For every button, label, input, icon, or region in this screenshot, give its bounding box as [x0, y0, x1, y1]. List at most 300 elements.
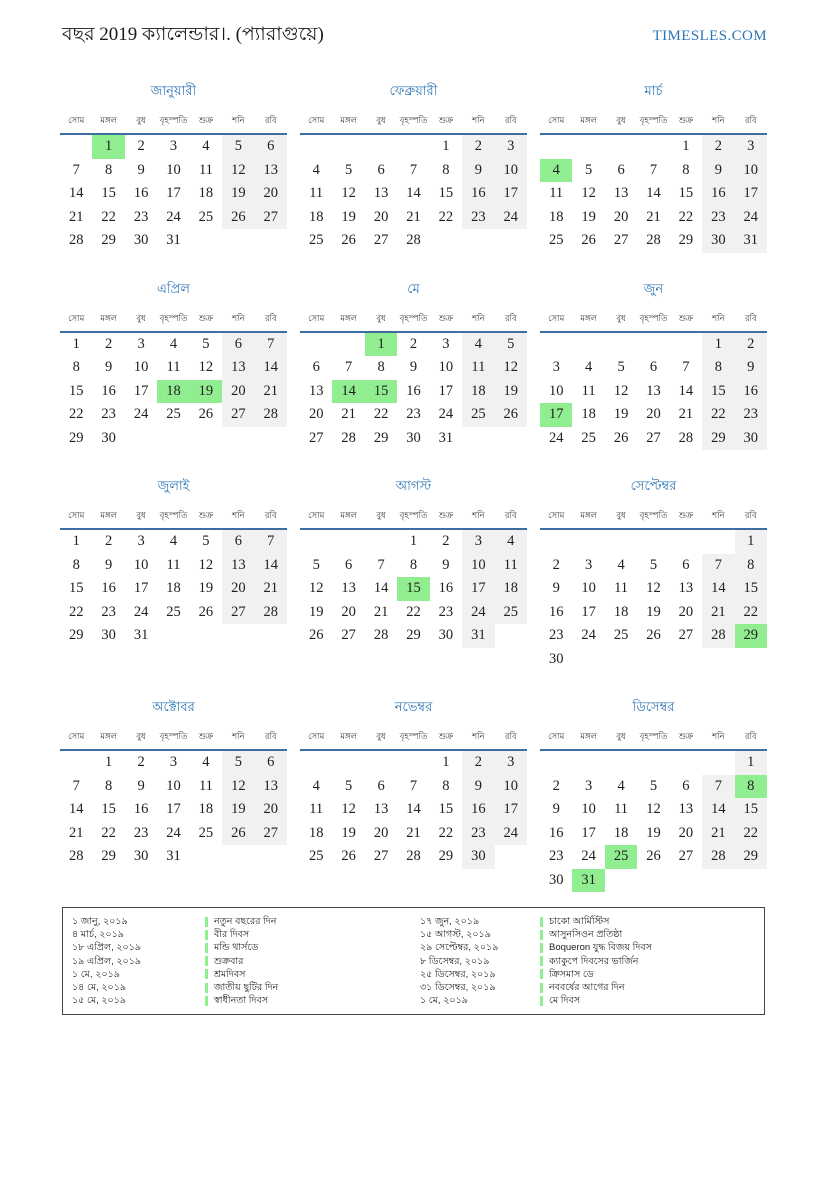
day-cell: 23 [101, 406, 116, 423]
holiday-marker-icon [205, 983, 208, 993]
day-cell: 17 [495, 798, 527, 822]
day-cell: 25 [462, 403, 494, 427]
day-cell: 21 [702, 822, 734, 846]
legend-date-text: ১৫ মে, ২০১৯ [72, 995, 127, 1007]
legend-holiday-name [540, 994, 764, 1007]
month-6 [540, 280, 767, 451]
days-grid [60, 530, 287, 648]
day-cell: 30 [548, 871, 564, 888]
empty-day-cell [540, 530, 572, 554]
weekday-label: সোম [308, 731, 325, 741]
weekday-label: শনি [472, 731, 485, 741]
day-cell: 27 [613, 232, 629, 249]
day-cell: 18 [308, 824, 324, 841]
day-cell: 28 [702, 845, 734, 869]
day-cell: 18 [198, 185, 214, 202]
holiday-day-cell: 4 [540, 159, 572, 183]
weekday-label: শনি [472, 312, 485, 323]
weekday-label: বুধ [376, 731, 386, 741]
day-cell: 13 [222, 356, 254, 380]
weekday-label: সোম [68, 312, 85, 323]
day-cell: 24 [548, 429, 564, 446]
empty-day-cell [332, 135, 364, 159]
day-cell: 9 [702, 159, 734, 183]
day-cell: 26 [198, 406, 214, 423]
day-cell: 24 [133, 406, 149, 423]
weekday-label: রবি [744, 731, 757, 741]
day-cell: 27 [646, 429, 661, 446]
empty-day-cell [365, 135, 397, 159]
day-cell: 18 [613, 603, 629, 620]
days-grid [300, 333, 527, 451]
day-cell: 30 [101, 627, 116, 644]
day-cell: 23 [438, 603, 454, 620]
day-cell: 10 [581, 801, 596, 818]
legend-holiday-name-text: Boqueron যুদ্ধ বিজয় দিবস [549, 942, 652, 954]
day-cell: 6 [312, 359, 320, 376]
day-cell: 5 [202, 533, 210, 550]
empty-day-cell [397, 751, 429, 775]
day-cell: 20 [678, 824, 694, 841]
month-8 [300, 477, 527, 648]
weekday-label: শনি [232, 115, 245, 125]
day-cell: 6 [617, 161, 625, 178]
days-grid [540, 530, 767, 671]
day-cell: 31 [133, 627, 149, 644]
empty-day-cell [332, 530, 364, 554]
legend-date-text: ১৪ মে, ২০১৯ [72, 982, 127, 994]
day-cell: 22 [101, 824, 116, 841]
day-cell: 20 [222, 577, 254, 601]
page-title: বছর 2019 ক্যালেন্ডার।. (প্যারাগুয়ে) [62, 24, 324, 45]
day-cell: 16 [702, 182, 734, 206]
legend-holiday-name [205, 994, 420, 1007]
day-cell: 14 [702, 798, 734, 822]
holiday-day-cell: 18 [157, 380, 189, 404]
day-cell: 28 [406, 848, 421, 865]
day-cell: 9 [409, 359, 418, 376]
month-12 [540, 698, 767, 892]
day-cell: 24 [581, 627, 596, 644]
day-cell: 20 [373, 824, 389, 841]
day-cell: 12 [495, 356, 527, 380]
day-cell: 20 [678, 603, 694, 620]
day-cell: 11 [614, 580, 629, 597]
day-cell: 5 [345, 161, 353, 178]
day-cell: 10 [735, 159, 767, 183]
day-cell: 30 [406, 429, 421, 446]
day-cell: 16 [101, 382, 116, 399]
empty-day-cell [60, 135, 92, 159]
day-cell: 22 [702, 403, 734, 427]
weekday-header-row [300, 312, 527, 333]
day-cell: 26 [222, 822, 254, 846]
day-cell: 18 [548, 208, 564, 225]
day-cell: 19 [613, 406, 629, 423]
weekday-header-row [60, 114, 287, 135]
day-cell: 20 [255, 798, 287, 822]
month-3 [540, 82, 767, 253]
weekday-label: শুক্র [678, 312, 694, 323]
weekday-label: রবি [744, 115, 757, 125]
weekday-label: শুক্র [198, 312, 214, 323]
empty-day-cell [540, 135, 572, 159]
day-cell: 3 [585, 777, 593, 794]
month-title: এপ্রিল [157, 280, 190, 296]
day-cell: 26 [613, 429, 629, 446]
weekday-header-row [300, 509, 527, 530]
day-cell: 13 [646, 382, 661, 399]
weekday-label: সোম [548, 731, 565, 741]
day-cell: 3 [585, 556, 593, 573]
day-cell: 23 [101, 603, 116, 620]
day-cell: 6 [649, 359, 658, 376]
month-title: অক্টোবর [152, 699, 195, 714]
empty-day-cell [637, 530, 669, 554]
holiday-marker-icon [205, 956, 208, 966]
day-cell: 11 [166, 556, 181, 573]
empty-day-cell [637, 751, 669, 775]
day-cell: 9 [735, 356, 767, 380]
day-cell: 1 [442, 754, 450, 771]
weekday-label: রবি [264, 115, 277, 125]
day-cell: 8 [105, 777, 113, 794]
day-cell: 29 [735, 845, 767, 869]
day-cell: 9 [552, 580, 560, 597]
empty-day-cell [365, 530, 397, 554]
day-cell: 14 [678, 382, 694, 399]
weekday-label: রবি [504, 731, 517, 741]
day-cell: 8 [409, 556, 418, 573]
legend-date [420, 915, 540, 928]
day-cell: 6 [222, 333, 254, 357]
day-cell: 11 [309, 185, 324, 202]
legend-date [72, 981, 205, 994]
day-cell: 24 [438, 406, 454, 423]
day-cell: 26 [581, 232, 596, 249]
weekday-label: রবি [744, 510, 757, 520]
day-cell: 22 [373, 406, 389, 423]
day-cell: 1 [72, 533, 80, 550]
empty-day-cell [397, 135, 429, 159]
day-cell: 23 [462, 206, 494, 230]
day-cell: 16 [548, 824, 564, 841]
day-cell: 1 [735, 530, 767, 554]
month-title: আগস্ট [395, 478, 432, 493]
day-cell: 18 [613, 824, 629, 841]
day-cell: 4 [585, 359, 593, 376]
legend-date-text: ১৯ এপ্রিল, ২০১৯ [72, 955, 142, 967]
day-cell: 24 [133, 603, 149, 620]
day-cell: 8 [682, 161, 690, 178]
legend-holiday-name [205, 915, 420, 928]
holiday-day-cell: 17 [540, 403, 572, 427]
legend-date [72, 928, 205, 941]
holiday-marker-icon [205, 917, 208, 927]
day-cell: 3 [169, 754, 178, 771]
empty-day-cell [572, 530, 604, 554]
day-cell: 15 [68, 382, 84, 399]
day-cell: 31 [462, 624, 494, 648]
weekday-label: রবি [504, 312, 517, 323]
empty-day-cell [540, 333, 572, 357]
weekday-header-row [540, 730, 767, 751]
day-cell: 6 [222, 530, 254, 554]
weekday-label: মঙ্গল [100, 510, 117, 520]
day-cell: 7 [72, 777, 80, 794]
weekday-label: রবি [264, 731, 277, 741]
legend-holiday-name [205, 941, 420, 954]
day-cell: 12 [198, 556, 214, 573]
page-header [62, 20, 767, 52]
days-grid [540, 135, 767, 253]
weekday-label: রবি [264, 510, 277, 520]
weekday-label: মঙ্গল [580, 312, 597, 323]
weekday-label: বৃহস্পতি [399, 312, 428, 323]
empty-day-cell [332, 751, 364, 775]
month-10 [60, 698, 287, 869]
legend-holiday-name [205, 928, 420, 941]
day-cell: 5 [495, 333, 527, 357]
day-cell: 10 [548, 382, 564, 399]
day-cell: 3 [137, 335, 145, 352]
weekday-label: বুধ [136, 312, 146, 323]
day-cell: 12 [613, 382, 629, 399]
empty-day-cell [572, 135, 604, 159]
day-cell: 28 [373, 627, 389, 644]
days-grid [300, 530, 527, 648]
day-cell: 17 [581, 824, 596, 841]
day-cell: 19 [308, 603, 324, 620]
weekday-label: শুক্র [678, 510, 694, 520]
weekday-label: মঙ্গল [340, 115, 357, 125]
day-cell: 17 [438, 382, 454, 399]
weekday-label: শনি [232, 312, 245, 323]
day-cell: 17 [166, 185, 181, 202]
day-cell: 3 [169, 138, 178, 155]
month-title: ফেব্রুয়ারী [389, 83, 438, 98]
day-cell: 22 [735, 601, 767, 625]
legend-holiday-name-text: বীর দিবস [214, 929, 250, 941]
day-cell: 18 [166, 580, 181, 597]
legend-date [72, 994, 205, 1007]
legend-holiday-name-text: নববর্ষের আগের দিন [549, 982, 625, 994]
weekday-label: বৃহস্পতি [399, 731, 428, 741]
day-cell: 7 [345, 359, 353, 376]
day-cell: 13 [678, 801, 694, 818]
weekday-label: সোম [548, 510, 565, 520]
day-cell: 24 [495, 822, 527, 846]
day-cell: 11 [462, 356, 494, 380]
legend-date [72, 915, 205, 928]
day-cell: 15 [101, 801, 116, 818]
day-cell: 17 [133, 382, 149, 399]
day-cell: 22 [101, 208, 116, 225]
legend-date [420, 994, 540, 1007]
weekday-label: মঙ্গল [340, 731, 357, 741]
day-cell: 3 [495, 135, 527, 159]
weekday-label: শনি [472, 115, 485, 125]
weekday-label: বুধ [616, 115, 626, 125]
day-cell: 23 [406, 406, 421, 423]
day-cell: 21 [646, 208, 661, 225]
day-cell: 23 [735, 403, 767, 427]
day-cell: 4 [169, 533, 178, 550]
day-cell: 24 [735, 206, 767, 230]
day-cell: 5 [649, 556, 658, 573]
day-cell: 23 [548, 848, 564, 865]
day-cell: 22 [68, 603, 84, 620]
legend-date [72, 968, 205, 981]
day-cell: 6 [377, 161, 385, 178]
weekday-label: মঙ্গল [100, 731, 117, 741]
day-cell: 5 [585, 161, 593, 178]
day-cell: 5 [222, 751, 254, 775]
day-cell: 25 [495, 601, 527, 625]
day-cell: 7 [702, 554, 734, 578]
site-link[interactable]: TIMESLES.COM [652, 28, 767, 44]
day-cell: 19 [495, 380, 527, 404]
weekday-label: বৃহস্পতি [159, 731, 188, 741]
day-cell: 11 [495, 554, 527, 578]
day-cell: 3 [495, 751, 527, 775]
holiday-day-cell: 15 [365, 380, 397, 404]
day-cell: 29 [678, 232, 694, 249]
weekday-header-row [300, 730, 527, 751]
day-cell: 28 [341, 429, 356, 446]
day-cell: 2 [137, 138, 145, 155]
day-cell: 27 [678, 627, 694, 644]
day-cell: 24 [166, 824, 181, 841]
empty-day-cell [365, 751, 397, 775]
day-cell: 26 [222, 206, 254, 230]
day-cell: 25 [548, 232, 564, 249]
weekday-label: শনি [232, 731, 245, 741]
day-cell: 30 [702, 229, 734, 253]
weekday-header-row [540, 312, 767, 333]
legend-holiday-name-text: ক্রিসমাস ডে [549, 968, 594, 980]
weekday-label: বুধ [616, 510, 626, 520]
legend-date-text: ২৫ ডিসেম্বর, ২০১৯ [420, 968, 496, 980]
day-cell: 10 [166, 161, 181, 178]
day-cell: 2 [462, 751, 494, 775]
day-cell: 10 [166, 777, 181, 794]
days-grid [300, 135, 527, 253]
day-cell: 18 [495, 577, 527, 601]
day-cell: 23 [462, 822, 494, 846]
day-cell: 15 [438, 185, 454, 202]
empty-day-cell [605, 530, 637, 554]
weekday-label: বৃহস্পতি [399, 510, 428, 520]
day-cell: 19 [581, 208, 596, 225]
empty-day-cell [572, 751, 604, 775]
weekday-label: সোম [68, 731, 85, 741]
day-cell: 16 [462, 798, 494, 822]
day-cell: 18 [581, 406, 596, 423]
day-cell: 9 [442, 556, 450, 573]
legend-date-text: ১ মে, ২০১৯ [420, 995, 468, 1007]
day-cell: 5 [345, 777, 353, 794]
day-cell: 6 [255, 135, 287, 159]
day-cell: 29 [101, 232, 116, 249]
holiday-day-cell: 1 [92, 135, 124, 159]
day-cell: 8 [72, 359, 80, 376]
day-cell: 21 [68, 824, 84, 841]
day-cell: 12 [341, 801, 356, 818]
weekday-label: বুধ [376, 115, 386, 125]
day-cell: 22 [678, 208, 694, 225]
day-cell: 9 [137, 777, 145, 794]
day-cell: 16 [438, 580, 454, 597]
empty-day-cell [605, 751, 637, 775]
day-cell: 29 [68, 627, 84, 644]
day-cell: 16 [133, 185, 149, 202]
day-cell: 15 [735, 577, 767, 601]
day-cell: 31 [735, 229, 767, 253]
day-cell: 20 [613, 208, 629, 225]
legend-date [420, 928, 540, 941]
day-cell: 4 [495, 530, 527, 554]
weekday-label: রবি [504, 510, 517, 520]
empty-day-cell [300, 135, 332, 159]
legend-holiday-name-text: চাকো আর্মিস্টিস [549, 916, 610, 927]
day-cell: 28 [702, 624, 734, 648]
day-cell: 4 [312, 161, 320, 178]
day-cell: 16 [735, 380, 767, 404]
days-grid [60, 751, 287, 869]
weekday-label: বুধ [136, 731, 146, 741]
day-cell: 11 [198, 777, 213, 794]
weekday-label: মঙ্গল [580, 510, 597, 520]
day-cell: 25 [166, 406, 181, 423]
day-cell: 4 [169, 335, 178, 352]
day-cell: 13 [255, 159, 287, 183]
empty-day-cell [540, 751, 572, 775]
month-7 [60, 477, 287, 648]
day-cell: 2 [137, 754, 145, 771]
day-cell: 30 [438, 627, 454, 644]
holiday-marker-icon [205, 969, 208, 979]
legend-date [72, 941, 205, 954]
legend-date-text: ১৫ আগস্ট, ২০১৯ [420, 929, 491, 941]
day-cell: 15 [702, 380, 734, 404]
day-cell: 12 [646, 580, 661, 597]
weekday-label: বৃহস্পতি [399, 115, 428, 125]
holiday-day-cell: 15 [397, 577, 429, 601]
legend-date-text: ৪ মার্চ, ২০১৯ [72, 929, 124, 941]
holiday-day-cell: 31 [572, 869, 604, 893]
day-cell: 26 [308, 627, 324, 644]
weekday-label: শুক্র [438, 510, 454, 520]
day-cell: 12 [308, 580, 324, 597]
day-cell: 19 [646, 603, 661, 620]
day-cell: 27 [373, 848, 389, 865]
empty-day-cell [670, 751, 702, 775]
day-cell: 2 [702, 135, 734, 159]
empty-day-cell [300, 333, 332, 357]
day-cell: 14 [646, 185, 661, 202]
day-cell: 30 [133, 232, 149, 249]
day-cell: 27 [255, 822, 287, 846]
day-cell: 17 [581, 603, 596, 620]
day-cell: 20 [308, 406, 324, 423]
day-cell: 18 [308, 208, 324, 225]
days-grid [540, 333, 767, 451]
weekday-label: শনি [472, 510, 485, 520]
empty-day-cell [332, 333, 364, 357]
day-cell: 2 [552, 777, 560, 794]
weekday-header-row [60, 509, 287, 530]
